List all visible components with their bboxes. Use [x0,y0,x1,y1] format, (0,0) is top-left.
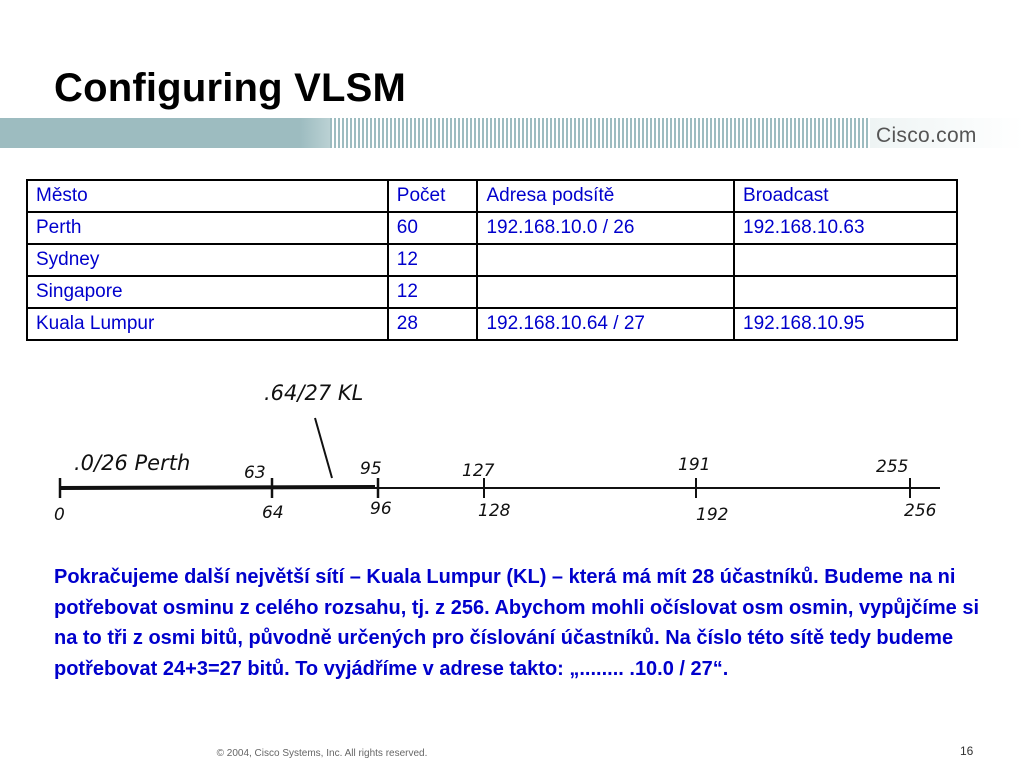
header-adresa: Adresa podsítě [477,180,734,212]
vlsm-table [26,179,958,341]
cell-subnet [477,276,734,308]
upper-tick-label: 191 [678,455,711,475]
lower-tick-label: 96 [370,499,392,519]
lower-tick-label: 128 [478,501,511,521]
cell-broadcast [734,276,957,308]
cell-count: 28 [388,308,478,340]
slide-title: Configuring VLSM [54,66,407,110]
upper-tick-label: 127 [462,461,495,481]
allocated-range [60,487,375,488]
cell-broadcast: 192.168.10.95 [734,308,957,340]
cell-subnet [477,244,734,276]
cell-count: 60 [388,212,478,244]
copyright-text: © 2004, Cisco Systems, Inc. All rights reserved. [216,748,428,759]
upper-tick-label: 255 [876,457,909,477]
table-row [27,276,957,308]
footer [0,748,1024,759]
address-range-diagram [40,360,960,530]
banner-stripes [330,118,870,148]
header-banner [0,118,1024,148]
perth-label: .0/26 Perth [74,451,191,475]
header-mesto: Město [27,180,388,212]
table-row [27,244,957,276]
cell-city: Perth [27,212,388,244]
cell-subnet: 192.168.10.0 / 26 [477,212,734,244]
header-broadcast: Broadcast [734,180,957,212]
table-row [27,308,957,340]
cell-broadcast: 192.168.10.63 [734,212,957,244]
explanation-paragraph: Pokračujeme další největší sítí – Kuala Lumpur (KL) – která má mít 28 účastníků. Budeme na ni potřebovat osminu z celého rozsahu, tj. z 256. Abychom mohli očíslovat osm osmin, vypůjčíme si na to tři z osmi bitů, původně určených pro číslování účastníků. Na číslo této sítě tedy budeme potřebovat 24+3=27 bitů. To vyjádříme v adrese takto: „........ .10.0 / 27“. [54,566,980,680]
lower-tick-label: 256 [904,501,937,521]
cell-subnet: 192.168.10.64 / 27 [477,308,734,340]
kl-pointer [315,418,332,478]
banner-solid-bar [0,118,330,148]
cisco-logo: Cisco.com [876,124,977,147]
cell-city: Kuala Lumpur [27,308,388,340]
header-pocet: Počet [388,180,478,212]
lower-tick-label: 64 [262,503,284,523]
lower-tick-label: 192 [696,505,729,525]
cell-broadcast [734,244,957,276]
cell-city: Singapore [27,276,388,308]
cell-count: 12 [388,244,478,276]
kl-label: .64/27 KL [264,381,364,405]
lower-tick-label: 0 [54,505,65,525]
table-header-row [27,180,957,212]
upper-tick-label: 63 [244,463,266,483]
table-row [27,212,957,244]
cell-city: Sydney [27,244,388,276]
upper-tick-label: 95 [360,459,382,479]
page-number: 16 [960,744,974,758]
cell-count: 12 [388,276,478,308]
